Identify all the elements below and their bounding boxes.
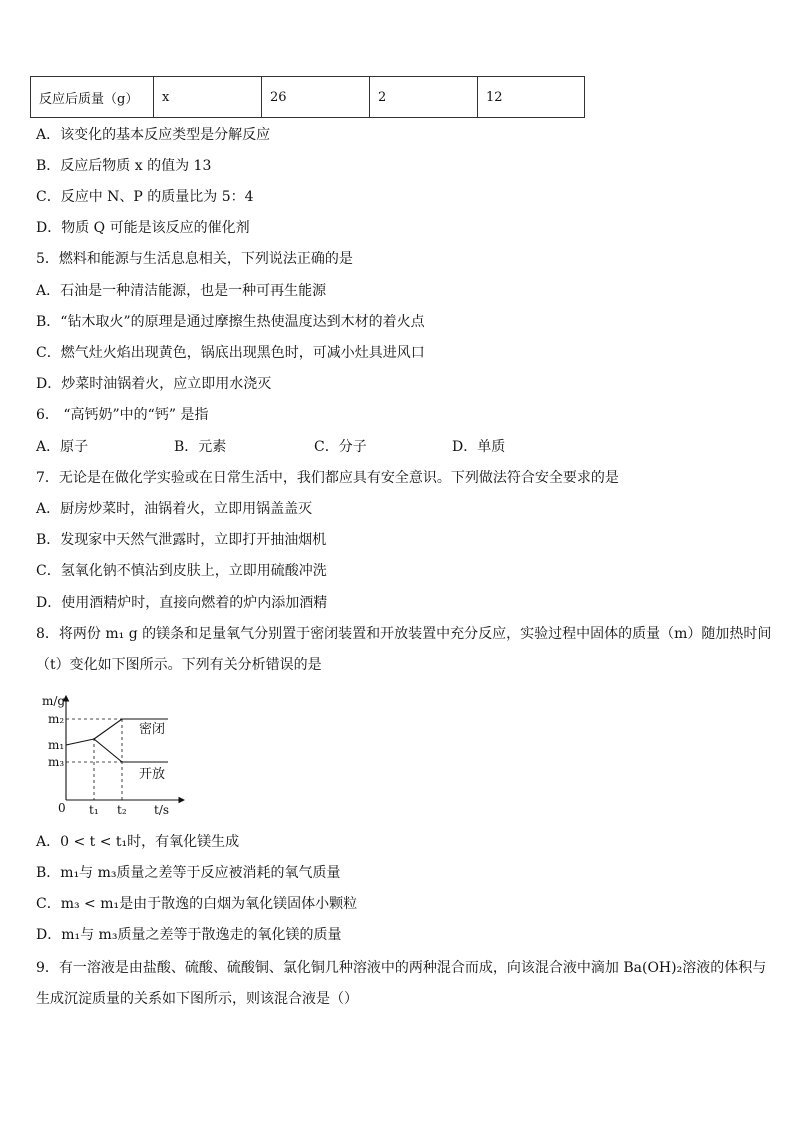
q9-stem-line2: 生成沉淀质量的关系如下图所示，则该混合液是（） <box>36 991 358 1007</box>
q4-option-b: B．反应后物质 x 的值为 13 <box>36 158 212 174</box>
q5-option-d: D．炒菜时油锅着火，应立即用水浇灭 <box>36 376 272 392</box>
x-axis-label: t/s <box>154 803 170 817</box>
q6-option-d: D．单质 <box>452 439 506 455</box>
q8-option-d: D．m₁与 m₃质量之差等于散逸走的氧化镁的质量 <box>36 927 342 943</box>
table-cell: 26 <box>262 77 370 118</box>
q4-option-d: D．物质 Q 可能是该反应的催化剂 <box>36 220 250 236</box>
q7-option-c: C．氢氧化钠不慎沾到皮肤上，立即用硫酸冲洗 <box>36 563 327 579</box>
table-row <box>31 77 585 118</box>
x-tick-t2: t₂ <box>117 803 127 817</box>
q8-option-a: A．0 < t < t₁时，有氧化镁生成 <box>36 834 240 850</box>
table-cell: 2 <box>370 77 478 118</box>
q5-option-a: A．石油是一种清洁能源，也是一种可再生能源 <box>36 283 327 299</box>
q6-option-b: B．元素 <box>174 439 227 455</box>
table-row-label: 反应后质量（g） <box>31 77 154 118</box>
q7-option-d: D．使用酒精炉时，直接向燃着的炉内添加酒精 <box>36 595 328 611</box>
q7-stem: 7．无论是在做化学实验或在日常生活中，我们都应具有安全意识。下列做法符合安全要求的是 <box>36 470 619 486</box>
mass-time-graph <box>38 688 198 818</box>
q6-stem: 6． “高钙奶”中的“钙” 是指 <box>36 407 209 423</box>
q6-option-a: A．原子 <box>36 439 89 455</box>
x-tick-t1: t₁ <box>89 803 99 817</box>
y-tick-m3: m₃ <box>48 755 65 769</box>
q4-option-c: C．反应中 N、P 的质量比为 5：4 <box>36 189 254 205</box>
q4-option-a: A．该变化的基本反应类型是分解反应 <box>36 127 271 143</box>
y-tick-m1: m₁ <box>48 738 65 752</box>
q8-option-c: C．m₃ < m₁是由于散逸的白烟为氧化镁固体小颗粒 <box>36 896 358 912</box>
y-axis-label: m/g <box>42 694 66 708</box>
initial-curve <box>66 739 94 745</box>
open-curve <box>94 739 168 762</box>
q5-option-b: B．“钻木取火”的原理是通过摩擦生热使温度达到木材的着火点 <box>36 314 425 330</box>
q5-stem: 5．燃料和能源与生活息息相关，下列说法正确的是 <box>36 251 353 267</box>
mass-time-graph-svg <box>38 688 198 818</box>
table-cell: 12 <box>478 77 585 118</box>
closed-label: 密闭 <box>139 722 166 737</box>
q8-stem-line1: 8．将两份 m₁ g 的镁条和足量氧气分别置于密闭装置和开放装置中充分反应，实验过程中固体的质量（m）随加热时间 <box>36 626 772 642</box>
q6-option-c: C．分子 <box>314 439 367 455</box>
table-cell: x <box>154 77 262 118</box>
reaction-mass-table <box>30 76 585 118</box>
y-tick-m2: m₂ <box>48 712 65 726</box>
q7-option-b: B．发现家中天然气泄露时，立即打开抽油烟机 <box>36 532 327 548</box>
open-label: 开放 <box>139 767 166 782</box>
origin-label: 0 <box>58 801 66 815</box>
q8-stem-line2: （t）变化如下图所示。下列有关分析错误的是 <box>36 657 322 673</box>
q5-option-c: C．燃气灶火焰出现黄色，锅底出现黑色时，可减小灶具进风口 <box>36 345 425 361</box>
q7-option-a: A．厨房炒菜时，油锅着火，立即用锅盖盖灭 <box>36 501 313 517</box>
q9-stem-line1: 9．有一溶液是由盐酸、硫酸、硫酸铜、氯化铜几种溶液中的两种混合而成，向该混合液中滴加 Ba(OH)₂溶液的体积与 <box>36 960 767 976</box>
q8-option-b: B．m₁与 m₃质量之差等于反应被消耗的氧气质量 <box>36 865 341 881</box>
